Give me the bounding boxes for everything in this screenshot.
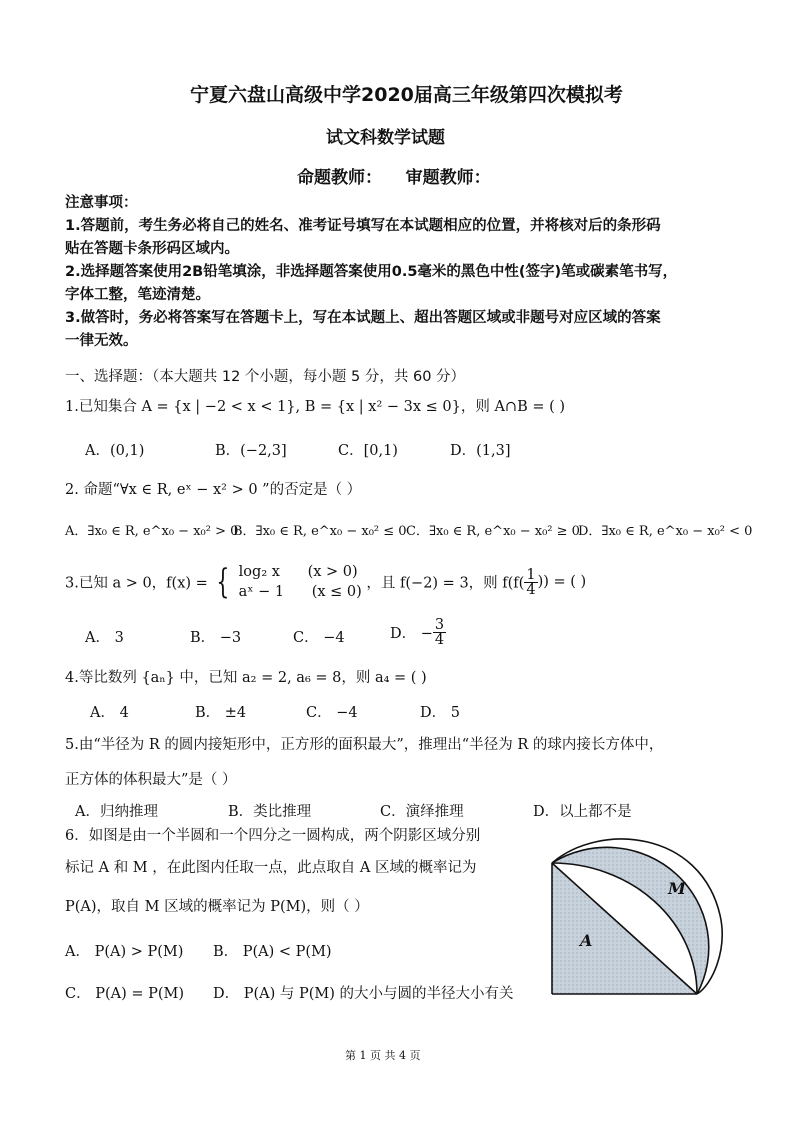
q5-line-2: 正方体的体积最大”是（ ）	[65, 772, 237, 788]
q1-stem: 1.已知集合 A = {x | −2 < x < 1}, B = {x | x² − 3x ≤ 0}，则 A∩B = ( )	[65, 399, 566, 415]
q3-option-d	[390, 618, 446, 647]
q3-frac-num: 1	[526, 566, 536, 583]
q3-suffix: )) = ( )	[537, 574, 587, 590]
q3-frac-den: 4	[526, 581, 536, 598]
q6-option-b: B． P(A) < P(M)	[213, 944, 332, 960]
q3-case-2: aˣ − 1 (x ≤ 0)	[238, 584, 362, 600]
q5-option-a: A．归纳推理	[75, 804, 158, 820]
section-heading: 一、选择题：（本大题共 12 个小题，每小题 5 分，共 60 分）	[65, 369, 466, 385]
q3-option-b: B． −3	[190, 630, 242, 646]
exam-title: 宁夏六盘山高级中学2020届高三年级第四次模拟考	[190, 84, 623, 106]
q1-option-c: C．[0,1)	[338, 443, 398, 459]
q3-case-1: log₂ x (x > 0)	[238, 564, 358, 580]
q6-figure-label-m: M	[668, 879, 686, 898]
q1-option-d: D．(1,3]	[450, 443, 511, 459]
q2-option-d: D．∃x₀ ∈ R, e^x₀ − x₀² < 0	[578, 524, 753, 539]
q3-mid: ，且 f(−2) = 3，则 f(f(	[366, 575, 525, 592]
q4-option-a: A． 4	[90, 705, 129, 721]
q6-line-3: P(A)，取自 M 区域的概率记为 P(M)，则（ ）	[65, 899, 369, 915]
notice-line-5: 3.做答时，务必将答案写在答题卡上，写在本试题上、超出答题区域或非题号对应区域的答案	[65, 310, 661, 326]
notice-line-1: 1.答题前，考生务必将自己的姓名、准考证号填写在本试题相应的位置，并将核对后的条形码	[65, 218, 661, 234]
q1-option-a: A．(0,1)	[85, 443, 145, 459]
notice-line-3: 2.选择题答案使用2B铅笔填涂，非选择题答案使用0.5毫米的黑色中性(签字)笔或碳素笔书写，	[65, 264, 678, 280]
q3-option-d-fraction	[433, 618, 446, 647]
q4-option-b: B． ±4	[195, 705, 247, 721]
q3-option-d-num: 3	[434, 617, 445, 633]
q5-option-b: B．类比推理	[228, 804, 312, 820]
q3-option-d-label: D． −	[390, 626, 433, 642]
q6-figure	[540, 820, 750, 1025]
q4-option-c: C． −4	[306, 705, 358, 721]
exam-teachers: 命题教师： 审题教师：	[297, 168, 491, 188]
q3-prefix: 3.已知 a > 0，f(x) =	[65, 575, 208, 592]
q3-fraction	[524, 568, 537, 597]
q2-option-a: A．∃x₀ ∈ R, e^x₀ − x₀² > 0	[65, 524, 239, 539]
q6-line-1: 6．如图是由一个半圆和一个四分之一圆构成，两个阴影区域分别	[65, 828, 481, 844]
q3-piecewise	[239, 562, 362, 602]
notice-line-2: 贴在答题卡条形码区域内。	[65, 241, 239, 257]
q3-option-a: A． 3	[85, 630, 124, 646]
q1-option-b: B．(−2,3]	[215, 443, 287, 459]
q4-option-d: D． 5	[420, 705, 460, 721]
exam-subtitle: 试文科数学试题	[326, 128, 445, 148]
notice-heading: 注意事项：	[65, 195, 138, 211]
q3-option-d-den: 4	[434, 632, 445, 648]
notice-line-6: 一律无效。	[65, 333, 138, 349]
q4-stem: 4.等比数列 {aₙ} 中，已知 a₂ = 2, a₆ = 8，则 a₄ = ( )	[65, 670, 427, 686]
q3-brace: {	[216, 562, 230, 602]
q5-option-c: C．演绎推理	[380, 804, 464, 820]
q2-stem: 2. 命题“∀x ∈ R, eˣ − x² > 0 ”的否定是（ ）	[65, 482, 362, 498]
q2-option-b: B．∃x₀ ∈ R, e^x₀ − x₀² ≤ 0	[233, 524, 407, 539]
q6-figure-label-a: A	[580, 931, 593, 950]
q3-stem	[65, 562, 586, 602]
page-footer: 第 1 页 共 4 页	[345, 1049, 421, 1062]
notice-line-4: 字体工整，笔迹清楚。	[65, 287, 210, 303]
q6-line-2: 标记 A 和 M ，在此图内任取一点，此点取自 A 区域的概率记为	[65, 860, 477, 876]
q2-option-c: C．∃x₀ ∈ R, e^x₀ − x₀² ≥ 0	[406, 524, 580, 539]
q5-line-1: 5.由“半径为 R 的圆内接矩形中，正方形的面积最大”，推理出“半径为 R 的球内接长方体中，	[65, 737, 664, 753]
q3-option-c: C． −4	[293, 630, 345, 646]
q6-option-a: A． P(A) > P(M)	[65, 944, 184, 960]
q6-option-c: C． P(A) = P(M)	[65, 986, 185, 1002]
q5-option-d: D．以上都不是	[533, 804, 632, 820]
q6-option-d: D． P(A) 与 P(M) 的大小与圆的半径大小有关	[213, 986, 514, 1002]
